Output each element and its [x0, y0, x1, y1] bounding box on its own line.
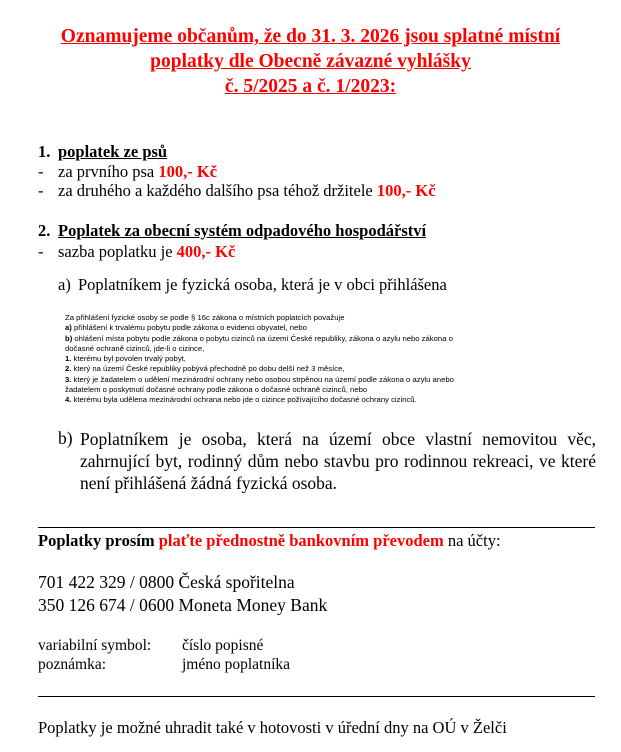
dogs-item-2-text: za druhého a každého dalšího psa téhož držitele	[58, 181, 377, 200]
waste-b-line-1: Poplatníkem je osoba, která na území obce vlastní nemovitou věc,	[80, 429, 596, 449]
note-value: jméno poplatníka	[182, 656, 291, 673]
payment-emphasis: plaťte přednostně bankovním převodem	[158, 531, 444, 550]
waste-b-line-2: zahrnující byt, rodinný dům nebo stavbu pro rodinnou rekreaci, ve které	[80, 451, 596, 471]
divider-top	[38, 527, 595, 528]
waste-rate-text: sazba poplatku je	[58, 242, 177, 261]
dogs-item-1	[58, 162, 217, 182]
footer-cash-note: Poplatky je možné uhradit také v hotovosti v úřední dny na OÚ v Želči	[38, 718, 507, 737]
waste-b-label: b)	[58, 428, 73, 448]
fine-print-line-6-label: 2.	[65, 364, 72, 374]
bank-account-1: 701 422 329 / 0800 Česká spořitelna	[38, 572, 295, 592]
fine-print-line-9-text: kterému byla udělena mezinárodní ochrana nebo jde o cizince požívajícího dočasné ochrany cizinců.	[71, 395, 417, 405]
fine-print-line-9	[65, 395, 454, 405]
fine-print	[65, 313, 454, 406]
fine-print-line-3-text: ohlášení místa pobytu podle zákona o pobytu cizinců na území České republiky, zákona o azylu nebo zákona o	[72, 333, 453, 343]
variable-symbol-value: číslo popisné	[182, 637, 264, 654]
fine-print-line-7-text: který je žadatelem o udělení mezinárodní ochrany nebo osobou strpěnou na území podle zákona o azylu anebo	[71, 374, 454, 384]
waste-b-line-3: není přihlášená žádná fyzická osoba.	[80, 473, 338, 493]
payment-instructions	[38, 531, 501, 551]
fine-print-line-2	[65, 323, 454, 333]
dogs-section-heading: poplatek ze psů	[58, 142, 168, 161]
fine-print-line-5-text: kterému byl povolen trvalý pobyt,	[71, 354, 186, 364]
dogs-item-1-dash: -	[38, 162, 44, 181]
dogs-item-2	[58, 181, 436, 201]
variable-symbol-label: variabilní symbol:	[38, 637, 152, 654]
fine-print-line-1: Za přihlášení fyzické osoby se podle § 16c zákona o místních poplatcích považuje	[65, 313, 345, 322]
fine-print-line-6	[65, 364, 454, 374]
waste-rate-dash: -	[38, 242, 44, 261]
dogs-item-1-amount: 100,- Kč	[158, 162, 218, 181]
fine-print-line-3-label: b)	[65, 333, 73, 343]
waste-a-label: a)	[58, 275, 71, 294]
fine-print-line-6-text: který na území České republiky pobývá přechodně po dobu delší než 3 měsíce,	[71, 364, 345, 374]
dogs-item-2-amount: 100,- Kč	[376, 181, 436, 200]
dogs-section-number: 1.	[38, 142, 51, 161]
divider-bottom	[38, 696, 595, 697]
fine-print-line-3	[65, 334, 454, 344]
note-label: poznámka:	[38, 656, 107, 673]
dogs-item-2-dash: -	[38, 181, 44, 200]
waste-rate	[58, 242, 235, 262]
fine-print-line-2-label: a)	[65, 323, 72, 333]
waste-rate-amount: 400,- Kč	[176, 242, 236, 261]
title-line-3: č. 5/2025 a č. 1/2023:	[224, 76, 397, 97]
waste-section-number: 2.	[38, 221, 51, 240]
fine-print-line-5	[65, 354, 454, 364]
fine-print-line-7	[65, 375, 454, 385]
payment-lead: Poplatky prosím	[38, 531, 159, 550]
dogs-item-1-text: za prvního psa	[58, 162, 159, 181]
fine-print-line-5-label: 1.	[65, 354, 72, 364]
waste-section-heading: Poplatek za obecní systém odpadového hospodářství	[58, 221, 427, 240]
fine-print-line-8: žadatelem o poskytnutí dočasné ochrany podle zákona o dočasné ochraně cizinců, nebo	[65, 385, 368, 395]
title-line-1: Oznamujeme občanům, že do 31. 3. 2026 jsou splatné místní	[60, 26, 561, 47]
fine-print-line-9-label: 4.	[65, 395, 72, 405]
fine-print-line-7-label: 3.	[65, 374, 72, 384]
fine-print-line-4: dočasné ochraně cizinců, jde-li o cizince,	[65, 343, 205, 353]
payment-tail: na účty:	[443, 531, 501, 550]
fine-print-line-2-text: přihlášení k trvalému pobytu podle zákona o evidenci obyvatel, nebo	[71, 323, 307, 333]
waste-a-text: Poplatníkem je fyzická osoba, která je v obci přihlášena	[78, 275, 447, 294]
title-line-2: poplatky dle Obecně závazné vyhlášky	[150, 51, 471, 72]
bank-account-2: 350 126 674 / 0600 Moneta Money Bank	[38, 595, 328, 615]
